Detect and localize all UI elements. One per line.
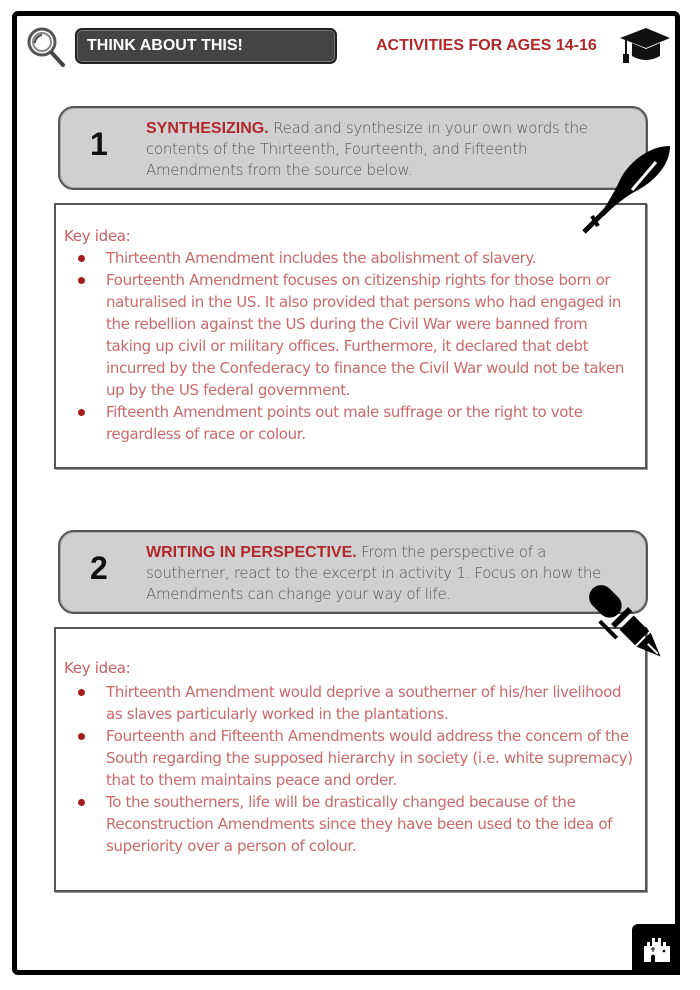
- header: [0, 0, 700, 80]
- bullet-icon: [78, 409, 85, 416]
- bullet-icon: [78, 277, 85, 284]
- graduation-cap-icon: [618, 26, 672, 66]
- activity-2-answer-box: [54, 627, 647, 892]
- list-item-text: Thirteenth Amendment would deprive a southerner of his/her livelihood as slaves particularly worked in the plantations.: [106, 683, 622, 723]
- list-item: [56, 725, 636, 791]
- activity-instruction-text: From the perspective of a southerner, react to the excerpt in activity 1. Focus on how the Amendments can change your way of life.: [146, 543, 601, 603]
- quill-icon: [578, 140, 678, 236]
- list-item-text: Fourteenth Amendment focuses on citizenship rights for those born or naturalised in the US. It also provided that persons who had engaged in the rebellion against the US during the Civil War were banned from taking up civil or military offices. Furthermore, it declared that debt incurred by the Confederacy to finance the Civil War would not be taken up by the US federal government.: [106, 271, 625, 399]
- activity-number: 2: [90, 550, 108, 586]
- think-about-this-banner: THINK ABOUT THIS!: [75, 28, 337, 64]
- key-idea-list: [56, 247, 636, 445]
- bullet-icon: [78, 733, 85, 740]
- list-item-text: To the southerners, life will be drastically changed because of the Reconstruction Amendments since they have been used to the idea of superiority over a person of colour.: [106, 793, 613, 855]
- activity-2-prompt: [58, 530, 648, 614]
- bullet-icon: [78, 689, 85, 696]
- key-idea-label: Key idea:: [64, 659, 131, 677]
- list-item-text: Thirteenth Amendment includes the abolishment of slavery.: [106, 249, 537, 267]
- list-item: [56, 681, 636, 725]
- activity-instruction: [146, 118, 626, 181]
- key-idea-label: Key idea:: [64, 227, 131, 245]
- activity-1-answer-box: [54, 203, 647, 469]
- list-item: [56, 791, 636, 857]
- ages-label: ACTIVITIES FOR AGES 14-16: [376, 37, 597, 54]
- activity-number: 1: [90, 126, 108, 162]
- activity-title: WRITING IN PERSPECTIVE.: [146, 544, 357, 561]
- magnifier-icon: [26, 26, 66, 68]
- list-item: [56, 401, 636, 445]
- key-idea-list: [56, 681, 636, 857]
- list-item-text: Fifteenth Amendment points out male suffrage or the right to vote regardless of race or colour.: [106, 403, 583, 443]
- fountain-pen-icon: [578, 578, 678, 670]
- footer-logo-badge: [632, 924, 680, 975]
- activity-instruction: [146, 542, 626, 605]
- list-item-text: Fourteenth and Fifteenth Amendments would address the concern of the South regarding the supposed hierarchy in society (i.e. white supremacy) that to them maintains peace and order.: [106, 727, 633, 789]
- list-item: [56, 269, 636, 401]
- bullet-icon: [78, 799, 85, 806]
- activity-instruction-text: Read and synthesize in your own words the contents of the Thirteenth, Fourteenth, and Fifteenth Amendments from the source below.: [146, 119, 588, 179]
- list-item: [56, 247, 636, 269]
- castle-icon: [642, 934, 672, 964]
- activity-1-prompt: [58, 106, 648, 190]
- activity-title: SYNTHESIZING.: [146, 120, 269, 137]
- bullet-icon: [78, 255, 85, 262]
